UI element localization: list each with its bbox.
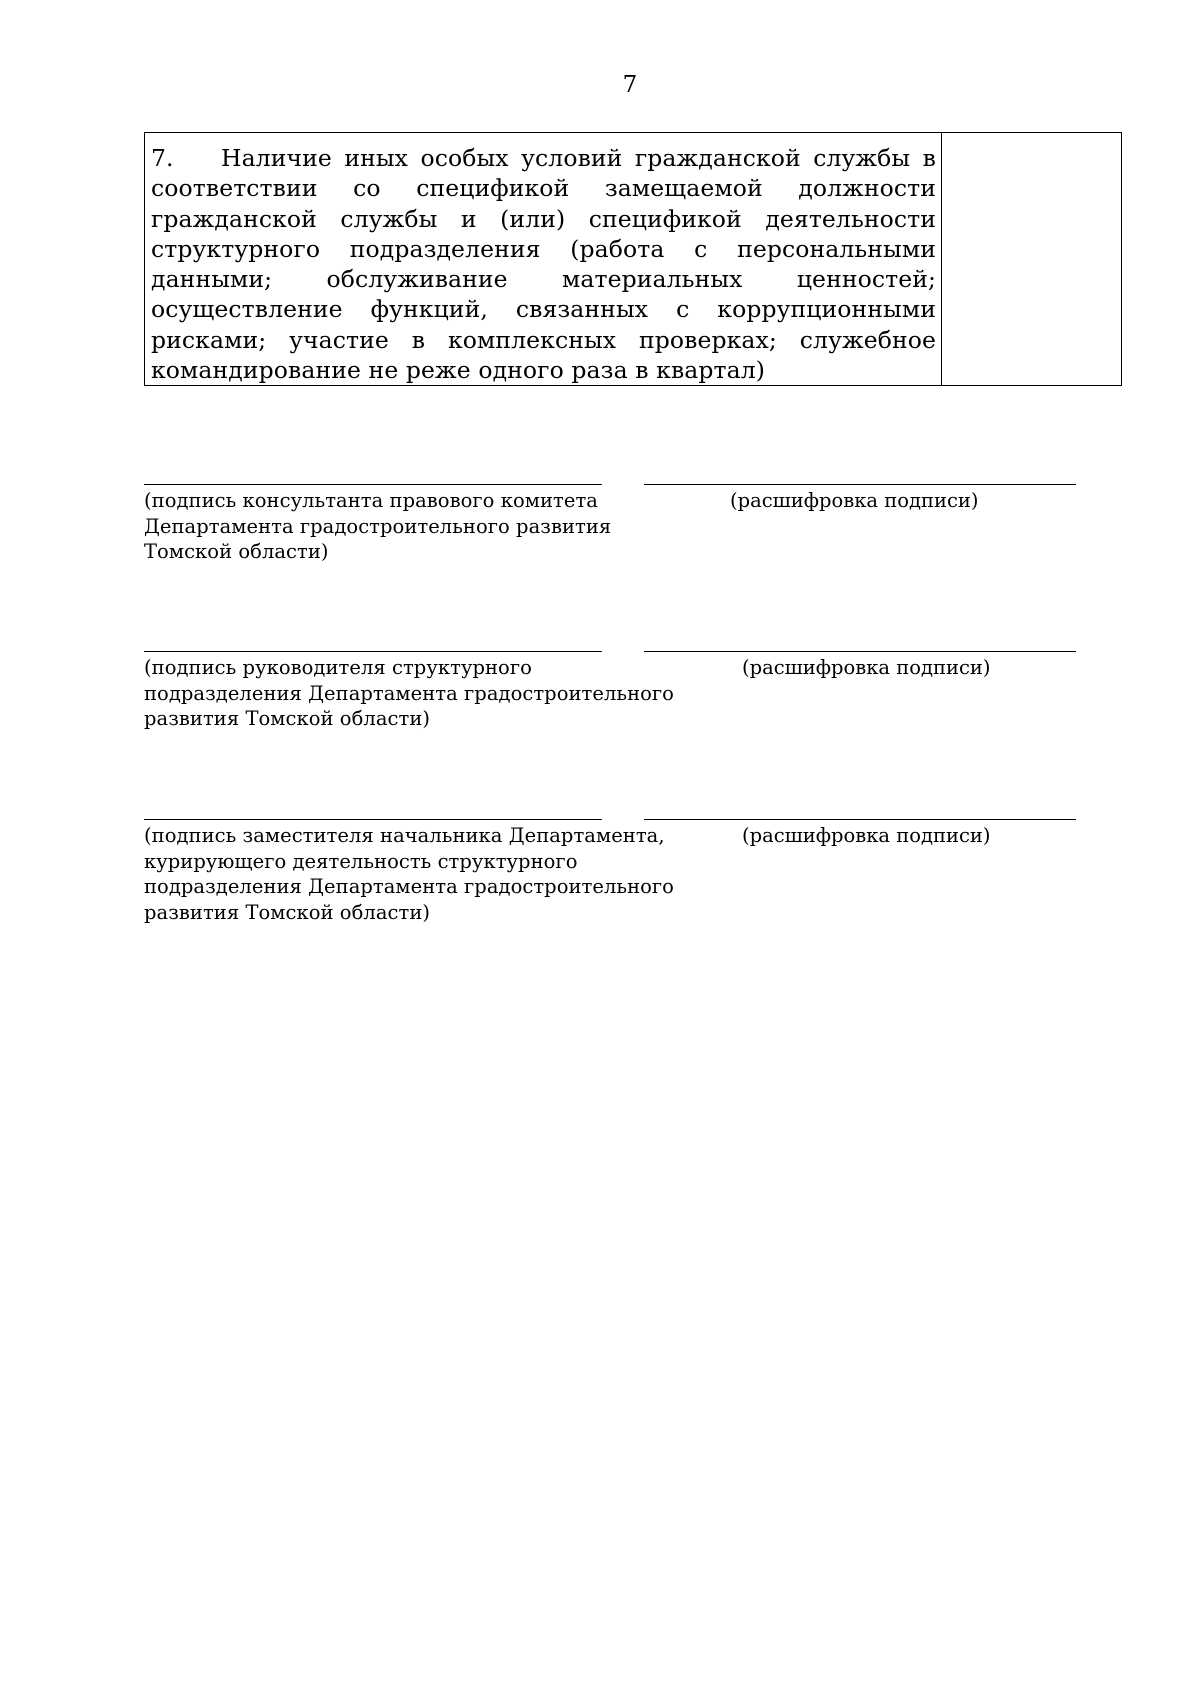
signature-decode-label: (расшифровка подписи): [730, 489, 979, 512]
item-text-cell: [145, 133, 942, 386]
item-value-cell: [942, 133, 1122, 386]
conditions-table: [144, 132, 1122, 386]
signature-line: [144, 651, 602, 652]
item-number: 7.: [151, 144, 174, 172]
decode-line: [644, 819, 1076, 820]
item-description: [145, 133, 941, 385]
decode-line: [644, 484, 1076, 485]
signature-decode-label: (расшифровка подписи): [742, 824, 991, 847]
decode-line: [644, 651, 1076, 652]
signature-decode-label: (расшифровка подписи): [742, 656, 991, 679]
page-number: 7: [622, 72, 638, 98]
signature-caption: (подпись заместителя начальника Департамента, курирующего деятельность структурного подразделения Департамента градостроительного развития Томской области): [144, 824, 674, 924]
signature-line: [144, 484, 602, 485]
item-text: Наличие иных особых условий гражданской службы в соответствии со спецификой замещаемой должности гражданской службы и (или) спецификой деятельности структурного подразделения (работа с персональными данными; обслуживание материальных ценностей; осуществление функций, связанных с коррупционными рисками; участие в комплексных проверках; служебное командирование не реже одного раза в квартал): [151, 144, 936, 385]
signature-caption: (подпись консультанта правового комитета Департамента градостроительного развития Томской области): [144, 489, 612, 563]
signature-line: [144, 819, 602, 820]
table-row: [145, 133, 1122, 386]
signature-caption: (подпись руководителя структурного подразделения Департамента градостроительного развития Томской области): [144, 656, 674, 730]
